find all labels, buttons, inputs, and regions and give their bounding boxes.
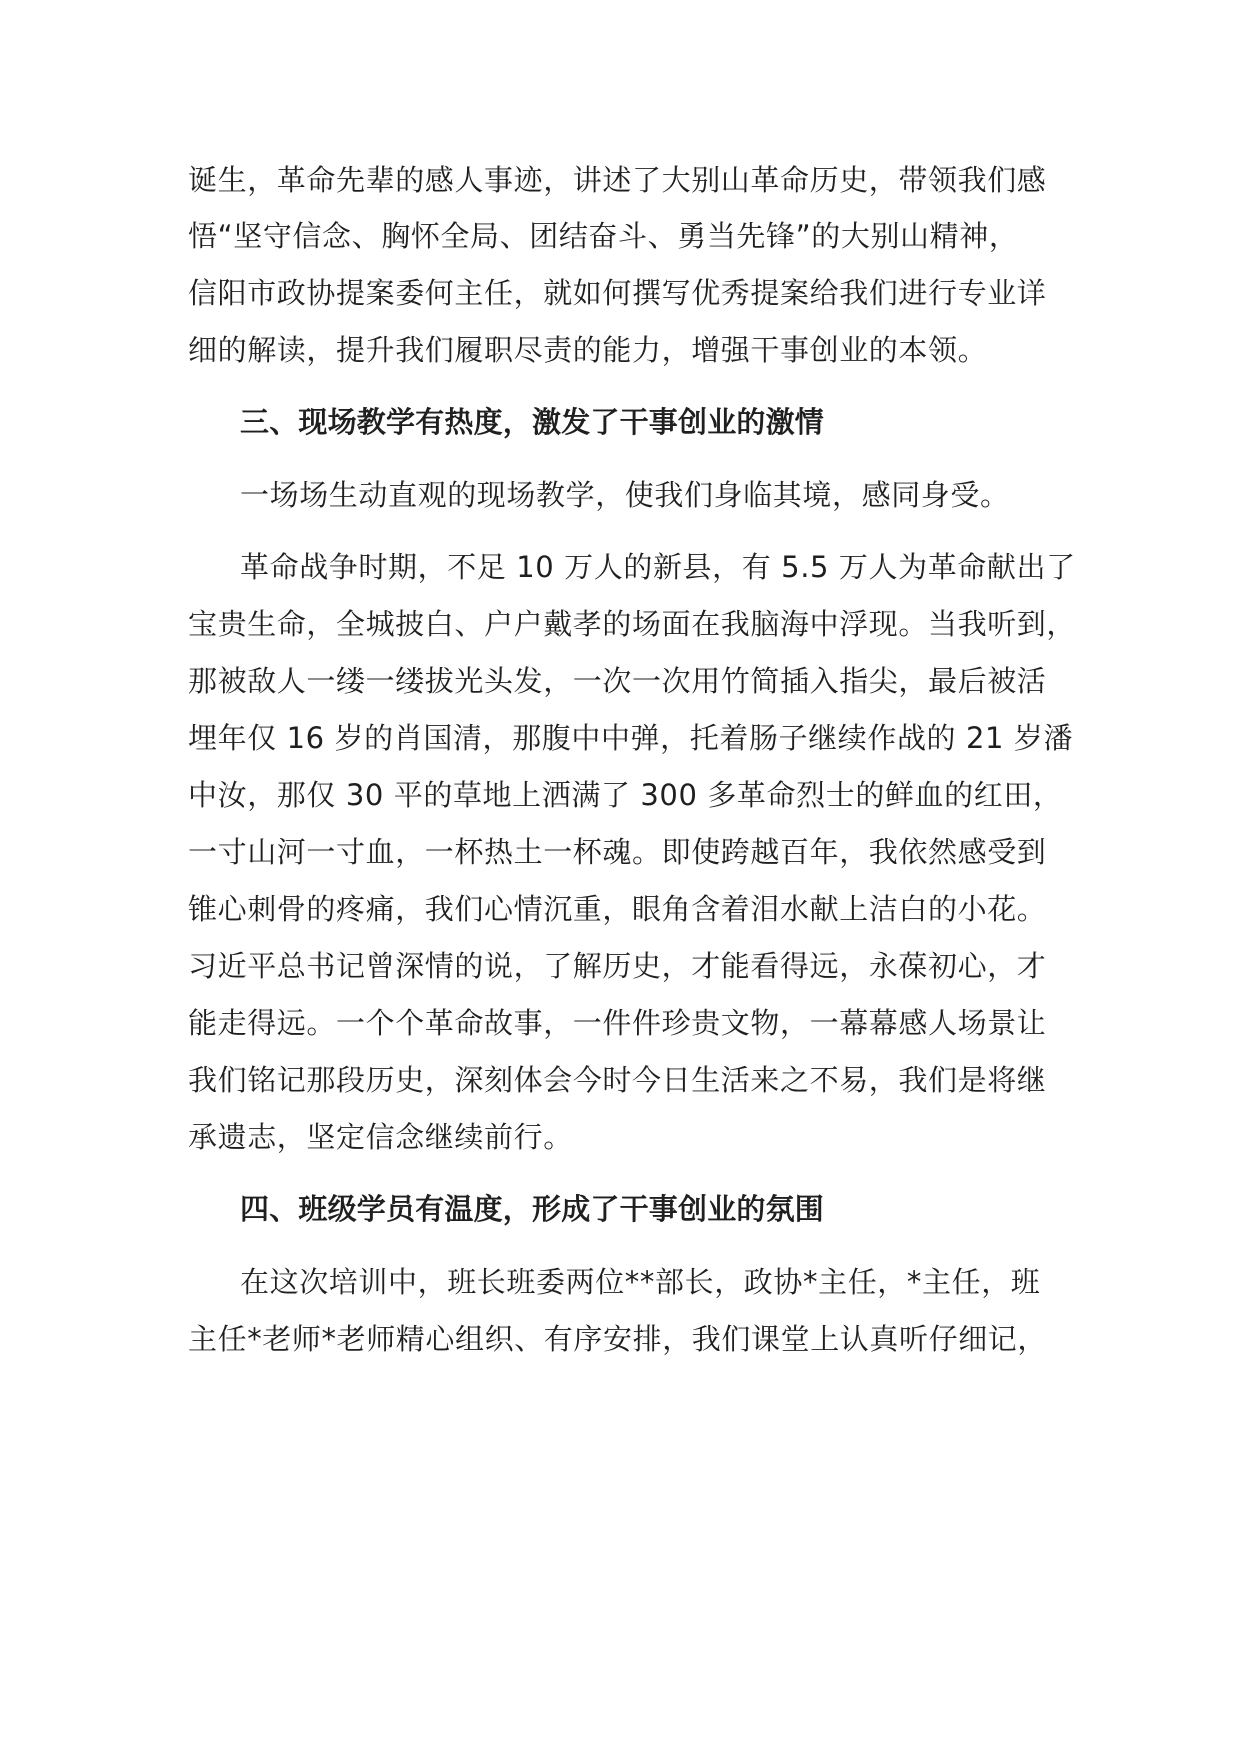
section-heading-3: 三、现场教学有热度，激发了干事创业的激情 <box>240 405 825 439</box>
text-line: 我们铭记那段历史，深刻体会今时今日生活来之不易，我们是将继 <box>188 1063 1047 1097</box>
text-line: 锥心刺骨的疼痛，我们心情沉重，眼角含着泪水献上洁白的小花。 <box>188 892 1047 926</box>
text-line: 诞生，革命先辈的感人事迹，讲述了大别山革命历史，带领我们感 <box>188 163 1047 197</box>
text-line: 信阳市政协提案委何主任，就如何撰写优秀提案给我们进行专业详 <box>188 276 1047 310</box>
text-line: 在这次培训中，班长班委两位**部长，政协*主任，*主任，班 <box>240 1265 1041 1299</box>
text-line: 悟“坚守信念、胸怀全局、团结奋斗、勇当先锋”的大别山精神， <box>188 219 1019 253</box>
text-line: 习近平总书记曾深情的说，了解历史，才能看得远，永葆初心，才 <box>188 949 1047 983</box>
text-line: 细的解读，提升我们履职尽责的能力，增强干事创业的本领。 <box>188 333 988 367</box>
text-line: 宝贵生命，全城披白、户户戴孝的场面在我脑海中浮现。当我听到， <box>188 607 1077 641</box>
text-line: 埋年仅 16 岁的肖国清，那腹中中弹，托着肠子继续作战的 21 岁潘 <box>188 721 1074 755</box>
section-heading-4: 四、班级学员有温度，形成了干事创业的氛围 <box>240 1192 825 1226</box>
text-line: 那被敌人一缕一缕拔光头发，一次一次用竹简插入指尖，最后被活 <box>188 664 1047 698</box>
text-line: 承遗志，坚定信念继续前行。 <box>188 1120 573 1154</box>
text-line: 一场场生动直观的现场教学，使我们身临其境，感同身受。 <box>240 478 1010 512</box>
text-line: 中汝，那仅 30 平的草地上洒满了 300 多革命烈士的鲜血的红田， <box>188 778 1063 812</box>
text-line: 能走得远。一个个革命故事，一件件珍贵文物，一幕幕感人场景让 <box>188 1006 1047 1040</box>
text-line: 一寸山河一寸血，一杯热土一杯魂。即使跨越百年，我依然感受到 <box>188 835 1047 869</box>
text-line: 革命战争时期，不足 10 万人的新县，有 5.5 万人为革命献出了 <box>240 550 1076 584</box>
text-line: 主任*老师*老师精心组织、有序安排，我们课堂上认真听仔细记， <box>188 1322 1048 1356</box>
